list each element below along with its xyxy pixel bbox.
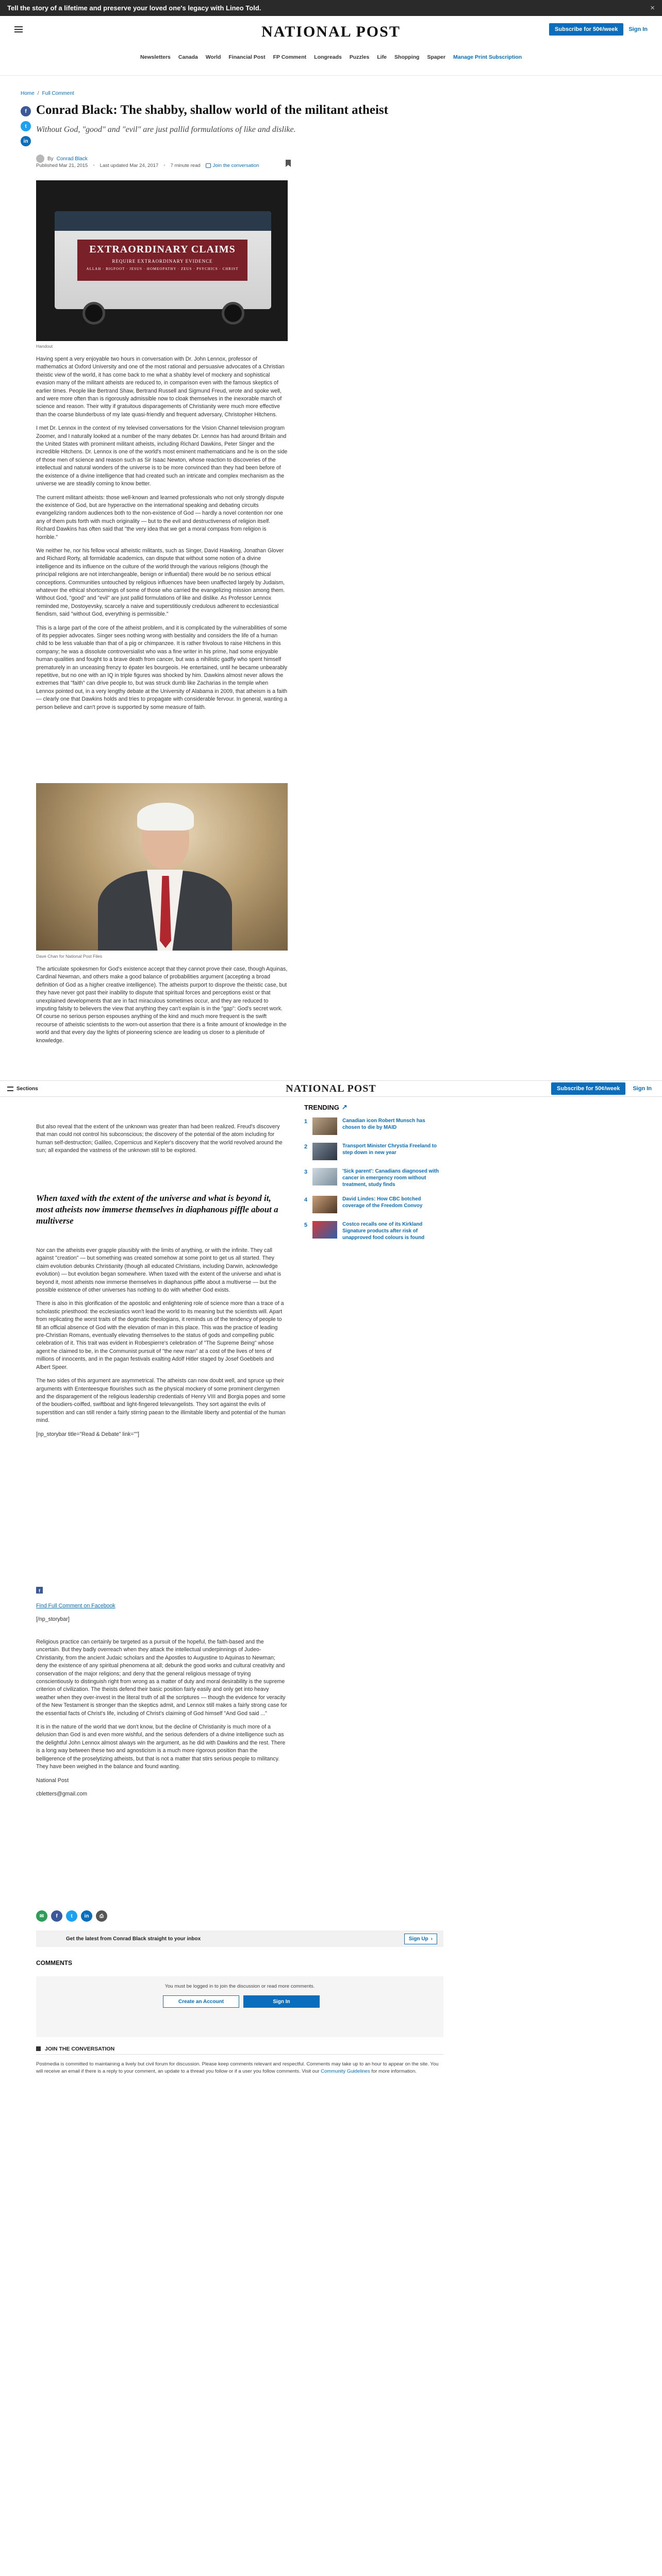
bottom-share-bar [36,1910,107,1922]
trending-number: 2 [304,1144,308,1150]
paragraph: It is in the nature of the world that we don't know, but the decline of Christianity is much more of a delusion than God is and even more wishful, and the serious defenders of a divine intelligence such as the delightful John Lennox almost always win the argument, as he did with Dawkins and the rest. There is a long way between these two and agnosticism is a much more rigorous position than the belligerence of the proselytizing atheists, but that is not a matter that stirs serious people to militancy. They have been weighed in the balance and found wanting. [36,1724,286,1770]
comments-title: COMMENTS [36,1959,72,1967]
twitter-share-icon[interactable]: t [21,121,31,131]
nav-world[interactable]: World [205,54,221,60]
trending-label: TRENDING [304,1103,339,1111]
article-body-b [36,965,288,1050]
signoff-paper: National Post [36,1777,69,1784]
nav-canada[interactable]: Canada [178,54,198,60]
policy-text: Postmedia is committed to maintaining a lively but civil forum for discussion. Please keep comments relevant and respectful. Comments may take up to an hour to appear on the site. You will receive an email if there is a reply to your comment, an update to a thread you follow or if a user you follow comments. Visit our [36,2061,439,2074]
print-share-icon[interactable]: ⎙ [96,1910,107,1922]
trending-thumbnail[interactable] [312,1117,337,1135]
trending-item[interactable] [304,1168,443,1188]
article-body-b2 [36,1123,288,1161]
nav-puzzles[interactable]: Puzzles [349,54,370,60]
author-link[interactable]: Conrad Black [56,156,88,162]
trending-number: 3 [304,1169,308,1175]
breadcrumb [21,91,74,96]
promo-bar[interactable] [0,0,662,16]
breadcrumb-home[interactable]: Home [21,91,35,96]
paragraph: Nor can the atheists ever grapple plausibly with the limits of anything, or with the infinite. They call against "creation" — but something was created somehow at some point to get us all started. They claim evolution debunks Christianity (though all educated Christians, including Darwin, acknowledge evolution) — but evolution began somewhere. When taxed with the extent of the universe and what is beyond it, most atheists now immerse themselves in diaphanous piffle about a multiverse — but the possible existence of other universes has nothing to do with whether God exists. [36,1247,282,1294]
bus-ad [77,240,247,281]
nav-fp-comment[interactable]: FP Comment [273,54,307,60]
conversation-icon [36,2046,41,2051]
author-avatar [36,155,44,163]
portrait-caption: Dave Chan for National Post Files [36,954,103,959]
trending-number: 5 [304,1222,308,1228]
comment-icon [206,163,211,168]
masthead [0,16,662,76]
published-date: Published Mar 21, 2015 [36,163,88,168]
site-logo[interactable]: NATIONAL POST [261,23,401,40]
trending-thumbnail[interactable] [312,1143,337,1160]
nav-spaper[interactable]: Spaper [427,54,446,60]
paragraph: The current militant atheists: those well-known and learned professionals who not only strongly dispute the existence of God, but are hyperactive on the international speaking and debating circuits evangelizing random audiences both to the non-existence of God — hardly a novel contention nor one any of them puts forth with much originality — but to the evil and destructiveness of religion itself. Richard Dawkins has often said that "the very idea that we get a moral compass from religion is horrible." [36,494,285,540]
signoff-email[interactable]: cbletters@gmail.com [36,1790,88,1797]
paragraph: We neither he, nor his fellow vocal atheistic militants, such as Singer, David Hawking, Jonathan Glover and Richard Rorty, all formidable academics, can dispute that without some notion of a divine intelligence and its influence on the culture of the world through the various religions (though the principal religions are not interchangeable, benign or influential) there would be no serious ethical conceptions. Communities untouched by religious influences have been unaffected largely by Judaism, whatever the ethical shortcomings of some of those who carried the evangelizing mission among them. Without God, "good" and "evil" are just pallid formulations of like and dislike. As Professor Lennox reminded me, Dostoyevsky, scarcely a naive and superstitiously credulous adherent to ecclesiastical fiendism, said "without God, everything is permissible." [36,547,285,618]
promo-text[interactable]: Tell the story of a lifetime and preserve your loved one's legacy with Lineo Told. [7,4,261,12]
trending-title [304,1103,443,1111]
nav-life[interactable]: Life [377,54,387,60]
subscribe-button[interactable]: Subscribe for 50¢/week [549,23,623,36]
sign-in-link[interactable]: Sign In [633,1086,652,1092]
newsletter-signup-bar [36,1930,443,1947]
nav-financial-post[interactable]: Financial Post [228,54,266,60]
article-headline: Conrad Black: The shabby, shallow world of the militant atheist [36,103,388,117]
bus-ad-headline: EXTRAORDINARY CLAIMS [89,244,236,255]
trending-headline[interactable]: 'Sick parent': Canadians diagnosed with cancer in emergency room without treatment, study finds [342,1168,439,1188]
newsletter-signup-label: Sign Up [408,1936,428,1942]
trending-headline[interactable]: David Lindes: How CBC botched coverage of the Freedom Convoy [342,1196,423,1209]
trending-item[interactable] [304,1221,443,1241]
create-account-button[interactable]: Create an Account [163,1995,239,2008]
storybar-shortcode: [np_storybar title="Read & Debate" link=""] [36,1431,139,1437]
nav-newsletters[interactable]: Newsletters [140,54,171,60]
storybar-close-shortcode: [/np_storybar] [36,1616,70,1623]
pull-quote: When taxed with the extent of the universe and what is beyond it, most atheists now immerse themselves in diaphanous piffle about a multiverse [36,1193,278,1226]
newsletter-signup-button[interactable] [404,1934,437,1944]
hero-image [36,180,288,341]
facebook-share-icon[interactable]: f [21,106,31,116]
article-body-c [36,1247,288,1444]
nav-manage-print-subscription[interactable]: Manage Print Subscription [453,54,522,60]
paragraph: But also reveal that the extent of the unknown was greater than had been realized. Freud's discovery that man could not control his subconscious; the discovery of the potential of the atom including for human self-destruction; Galileo, Copernicus and Kepler's discovery that the world revolved around the sun; all expanded the vastness of the unknown still to be explored. [36,1124,283,1154]
bus-ad-list: ALLAH · BIGFOOT · JESUS · HOMEOPATHY · ZEUS · PSYCHICS · CHRIST [86,267,239,271]
policy-text-end: for more information. [370,2068,417,2074]
nav-longreads[interactable]: Longreads [314,54,342,60]
comments-sign-in-button[interactable]: Sign In [243,1995,320,2008]
sections-menu[interactable] [7,1086,38,1092]
read-time: 7 minute read [170,163,201,168]
byline-prefix: By [47,156,54,162]
join-conversation-header[interactable] [36,2043,443,2055]
sticky-actions [551,1082,652,1095]
hamburger-menu-icon[interactable] [14,26,23,32]
newsletter-text: Get the latest from Conrad Black straight to your inbox [66,1936,201,1942]
facebook-share-icon[interactable]: f [51,1910,62,1922]
join-conversation-label: Join the conversation [212,163,259,168]
community-guidelines-link[interactable]: Community Guidelines [321,2068,370,2074]
bus-windows [55,211,271,231]
comments-login-box [36,1976,443,2037]
trending-item[interactable] [304,1117,443,1135]
join-conversation-title: JOIN THE CONVERSATION [45,2045,115,2052]
trending-item[interactable] [304,1143,443,1160]
trending-headline[interactable]: Canadian icon Robert Munsch has chosen to die by MAID [342,1118,425,1130]
trending-thumbnail[interactable] [312,1221,337,1239]
trending-number: 4 [304,1197,308,1203]
masthead-actions [549,23,648,36]
comments-login-message: You must be logged in to join the discussion or read more comments. [164,1984,315,1989]
trending-thumbnail[interactable] [312,1168,337,1185]
sections-label[interactable]: Sections [16,1086,38,1092]
portrait-hair [137,803,194,831]
main-nav [0,54,662,60]
facebook-page-link[interactable]: Find Full Comment on Facebook [36,1603,115,1609]
trending-headline[interactable]: Transport Minister Chrystia Freeland to step down in new year [342,1143,437,1156]
article-meta: Published Mar 21, 2015 • Last updated Mar 24, 2017 • 7 minute read Join the conversation [36,163,259,168]
chevron-right-icon: › [431,1936,433,1942]
breadcrumb-section[interactable]: Full Comment [42,91,74,96]
comment-policy [36,2061,443,2075]
paragraph: There is also in this glorification of the apostolic and enlightening role of science more than a trace of a scholastic priesthood: the ecclesiastics won't lead the world to its meaning but the scientists will. Apart from replicating the worst traits of the dogmatic theologians, it reminds us of the tendency of people to fill an official absence of God with the elevation of man in this place. This was the practice of leading pre-Christian Romans, eventually elevating themselves to the status of gods and compelling public celebration of it. This trait was evident in Robespierre's celebration of "The Supreme Being" whose agent he claimed to be, in the Communist pursuit of "the new man" at a cost of the lives of tens of millions of innocents, and in the pagan festivals exalting Adolf Hitler staged by Josef Goebbels and Albert Speer. [36,1300,284,1370]
article-deck: Without God, "good" and "evil" are just pallid formulations of like and dislike. [36,125,296,134]
bookmark-icon[interactable] [286,160,291,167]
trending-item[interactable] [304,1196,443,1213]
linkedin-share-icon[interactable]: in [81,1910,92,1922]
breadcrumb-separator: / [37,91,39,96]
trending-headline[interactable]: Costco recalls one of its Kirkland Signature products after risk of unapproved food colours is found [342,1222,425,1241]
trending-thumbnail[interactable] [312,1196,337,1213]
byline [36,155,88,163]
paragraph: Religious practice can certainly be targeted as a pursuit of the hopeful, the faith-based and the uncertain. But they badly overreach when they attack the intellectual underpinnings of Judeo-Christianity, from the ancient Judaic scholars and the Apostles to Augustine to Aquinas to Newman; deny the existence of any spiritual phenomena at all; debunk the good works and cultural creativity and conservation of the major religions; and deny that the general religious message of trying conscientiously to distinguish right from wrong as a matter of duty and moral desirability is the supreme criterion of civilization. The theists defend their basic position fairly easily and only get into heavy weather when they over-invest in the literal truth of all the scriptures — though the evidence for veracity of the New Testament is stronger than the skeptics admit, and Lennox still makes a fairly strong case for the essential facts of Christ's life, including of Christ's claiming of God himself "And God said ..." [36,1639,287,1717]
linkedin-share-icon[interactable]: in [21,136,31,146]
close-icon[interactable]: × [650,4,655,12]
article-body-d [36,1638,288,1804]
facebook-promo [36,1602,288,1630]
paragraph: The articulate spokesmen for God's existence accept that they cannot prove their case, though Aquinas, Cardinal Newman, and others make a good balance of probabilities argument (accepting a broad definition of God as a higher creative intelligence). The atheists purport to disprove the theistic case, but they have never got past their inability to dispute that spiritual forces and perceptions exist or that unexplained developments that are in fact miraculous sometimes occur, and they are reduced to imputing falsity to believers the view that anything they can't explain is in the "gap": God's secret work. Of course no serious person espouses anything of the kind and much more frequent is the swift recourse of atheistic scientists to the worn-out assertion that there is a finite amount of knowledge in the world and that every day the lights of pioneering science are leading us closer to a plenitude of knowledge. [36,966,288,1044]
paragraph: This is a large part of the core of the atheist problem, and it is complicated by the vulnerabilities of some of its peppier advocates. Singer sees nothing wrong with bestiality and considers the life of a human child to be less valuable than that of a pig or chimpanzee. It is rather frivolous to raise Hitchens in this company; he was a dissolute controversialist who was a fine writer in his prime, had some enjoyable human qualities and fought to a brave death from cancer, but was a nihilistic gadfly who spent himself prematurely in an unceasing frenzy to épater les bourgeois. He entertained, until he became unbearably repetitive, but no one with an IQ in triple figures was shocked by him. Dawkins almost never allows the extremes that "faith" can drive people to, but was struck dumb like Zacharias in the temple when Lennox pointed out, in a very lengthy debate at the University of Alabama in 2009, that atheism is a faith — clearly one that Dawkins holds and tries to propagate with considerable fervour. In general, wanting a person believe and can't prove is supported by some measure of faith. [36,624,288,710]
sign-in-link[interactable]: Sign In [628,26,648,32]
paragraph: Having spent a very enjoyable two hours in conversation with Dr. John Lennox, professor of mathematics at Oxford University and one of the most rational and persuasive advocates of a Christian theistic view of the world, it has come back to me what a shabby level of mockery and sophistical evasion many of the militant atheists are reduced to, in comparison even with the famous skeptics of earlier times. People like Bertrand Shaw, Bertrand Russell and Sigmund Freud, wrote and spoke well, and were more often than is rigorously admissible now to cloak themselves in the inexorable march of science and reason. Their witty if gratuitous disparagements of Christianity were much more effective than the coarse blunderbuss of my late quasi-friendly and frequent adversary, Christopher Hitchens. [36,356,285,418]
facebook-icon[interactable]: f [36,1587,43,1594]
sticky-logo[interactable]: NATIONAL POST [286,1082,376,1094]
nav-shopping[interactable]: Shopping [394,54,420,60]
portrait-image [36,783,288,951]
trending-sidebar [304,1103,443,1249]
hamburger-menu-icon[interactable] [7,1087,13,1091]
hero-caption: Handout [36,344,53,349]
updated-date: Last updated Mar 24, 2017 [100,163,159,168]
email-share-icon[interactable]: ✉ [36,1910,47,1922]
paragraph: I met Dr. Lennox in the context of my televised conversations for the Vision Channel television program Zoomer, and I naturally looked at a number of the many debates Dr. Lennox has had around Britain and the United States with prominent militant atheists, including Richard Dawkins, Peter Singer and the incredible Hitchens. Dr. Lennox is one of the world's most eminent mathematicians and he is on the side of those men of science and reason such as Sir Isaac Newton, whose reaction to discoveries of the intellectual and natural wonders of the universe is to be more convinced than they had been before of the existence of a divine intelligence that had created such an intricate and complex mechanism as the universe we are steadily coming to know better. [36,425,288,487]
join-conversation-link[interactable] [206,163,259,168]
paragraph: The two sides of this argument are asymmetrical. The atheists can now doubt well, and spruce up their arguments with Ententeesque flourishes such as the physical mockery of some prominent clergymen and the disparagement of the religious leadership credentials of Henry VIII and Borgia popes and some of the boudiers-coiffed, swiftboat and light-fingered televangelists. They sort against the evils of superstition and can still render a fairly stirring paean to the illimitable liberty and potential of the human mind. [36,1378,286,1424]
trending-number: 1 [304,1118,308,1125]
trending-arrow-icon: ↗ [341,1103,347,1111]
share-column [21,106,32,146]
twitter-share-icon[interactable]: t [66,1910,77,1922]
sticky-nav [0,1080,662,1097]
article-body-a [36,355,288,717]
bus-wheel [82,302,105,325]
bus-ad-subline: REQUIRE EXTRAORDINARY EVIDENCE [112,259,213,264]
bus-wheel [222,302,244,325]
subscribe-button[interactable]: Subscribe for 50¢/week [551,1082,625,1095]
